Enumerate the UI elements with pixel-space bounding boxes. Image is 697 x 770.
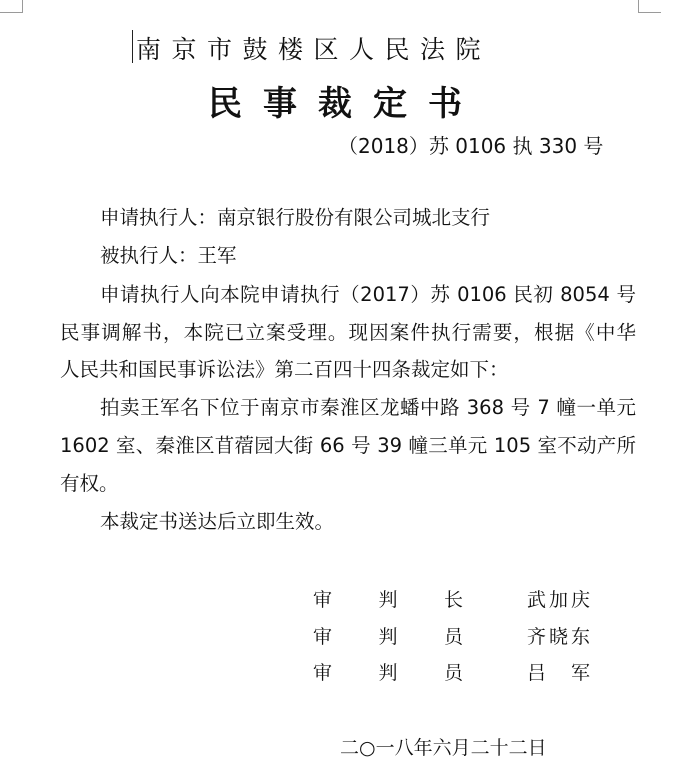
paragraph-line: 1602 室、秦淮区苜蓿园大街 66 号 39 幢三单元 105 室不动产所: [60, 434, 636, 457]
signature-name: 武加庆: [527, 589, 590, 611]
document-date: 二○一八年六月二十二日: [340, 737, 547, 759]
respondent-line: 被执行人：王军: [100, 244, 237, 267]
text-cursor: [132, 30, 133, 63]
document-title: 民事裁定书: [208, 84, 483, 124]
paragraph-line: 拍卖王军名下位于南京市秦淮区龙蟠中路 368 号 7 幢一单元: [100, 396, 636, 419]
paragraph-line: 申请执行人向本院申请执行（2017）苏 0106 民初 8054 号: [100, 283, 636, 306]
paragraph-line: 人民共和国民事诉讼法》第二百四十四条裁定如下：: [60, 358, 509, 381]
signature-role: 审 判 长: [313, 589, 463, 611]
page-corner-mark-left: [0, 0, 23, 13]
signature-name: 齐晓东: [527, 626, 590, 648]
applicant-line: 申请执行人：南京银行股份有限公司城北支行: [100, 206, 491, 229]
signature-role: 审 判 员: [313, 662, 463, 684]
paragraph-line: 有权。: [60, 472, 119, 495]
signature-role: 审 判 员: [313, 626, 463, 648]
paragraph-line: 民事调解书，本院已立案受理。现因案件执行需要，根据《中华: [60, 321, 636, 344]
case-number: （2018）苏 0106 执 330 号: [338, 134, 604, 158]
signature-name: 吕 军: [527, 662, 590, 684]
page-corner-mark-right: [638, 0, 661, 13]
court-name: 南京市鼓楼区人民法院: [136, 35, 492, 64]
paragraph-line: 本裁定书送达后立即生效。: [100, 510, 335, 533]
